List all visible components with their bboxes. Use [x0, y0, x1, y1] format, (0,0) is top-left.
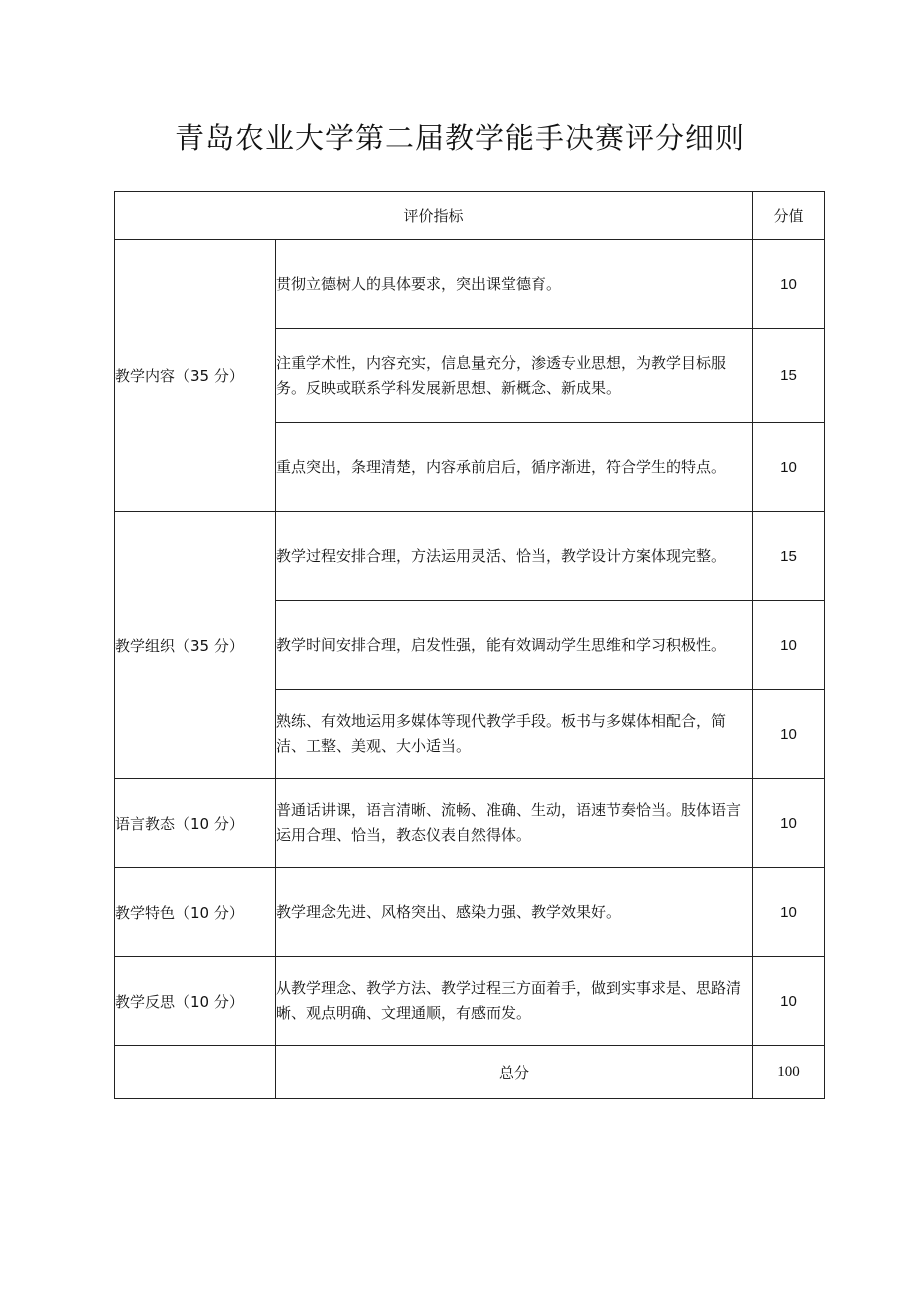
table-row [115, 779, 825, 868]
score-cell: 10 [753, 779, 825, 868]
criterion-cell: 教学理念先进、风格突出、感染力强、教学效果好。 [276, 868, 753, 957]
total-row [115, 1046, 825, 1099]
header-indicator: 评价指标 [115, 192, 753, 240]
table-row [115, 957, 825, 1046]
category-cell: 教学反思（10 分） [115, 957, 276, 1046]
score-cell: 10 [753, 423, 825, 512]
score-cell: 10 [753, 690, 825, 779]
header-score: 分值 [753, 192, 825, 240]
criterion-cell: 教学过程安排合理，方法运用灵活、恰当，教学设计方案体现完整。 [276, 512, 753, 601]
category-cell: 教学组织（35 分） [115, 512, 276, 779]
table-row [115, 868, 825, 957]
score-cell: 10 [753, 868, 825, 957]
category-cell: 教学内容（35 分） [115, 240, 276, 512]
category-cell: 教学特色（10 分） [115, 868, 276, 957]
total-empty-cell [115, 1046, 276, 1099]
scoring-table [114, 191, 825, 1099]
criterion-cell: 从教学理念、教学方法、教学过程三方面着手，做到实事求是、思路清晰、观点明确、文理通顺，有感而发。 [276, 957, 753, 1046]
score-cell: 15 [753, 512, 825, 601]
table-header-row [115, 192, 825, 240]
score-cell: 15 [753, 329, 825, 423]
criterion-cell: 普通话讲课，语言清晰、流畅、准确、生动，语速节奏恰当。肢体语言运用合理、恰当，教态仪表自然得体。 [276, 779, 753, 868]
criterion-cell: 注重学术性，内容充实，信息量充分，渗透专业思想，为教学目标服务。反映或联系学科发展新思想、新概念、新成果。 [276, 329, 753, 423]
document-title: 青岛农业大学第二届教学能手决赛评分细则 [174, 121, 745, 155]
table-row [115, 512, 825, 601]
criterion-cell: 重点突出，条理清楚，内容承前启后，循序渐进，符合学生的特点。 [276, 423, 753, 512]
score-cell: 10 [753, 240, 825, 329]
criterion-cell: 熟练、有效地运用多媒体等现代教学手段。板书与多媒体相配合，简洁、工整、美观、大小适当。 [276, 690, 753, 779]
score-cell: 10 [753, 601, 825, 690]
criterion-cell: 贯彻立德树人的具体要求，突出课堂德育。 [276, 240, 753, 329]
table-row [115, 240, 825, 329]
score-cell: 10 [753, 957, 825, 1046]
total-value: 100 [753, 1046, 825, 1099]
total-label: 总分 [276, 1046, 753, 1099]
criterion-cell: 教学时间安排合理，启发性强，能有效调动学生思维和学习积极性。 [276, 601, 753, 690]
category-cell: 语言教态（10 分） [115, 779, 276, 868]
